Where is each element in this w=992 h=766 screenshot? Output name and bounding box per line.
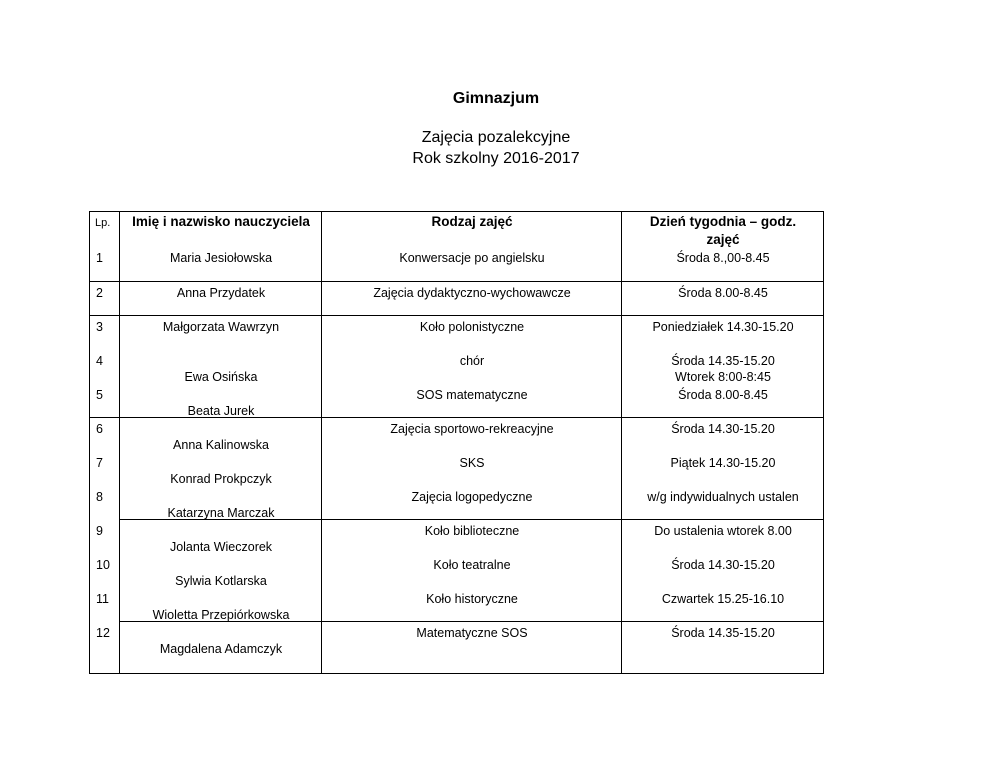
teacher-name: Magdalena Adamczyk: [159, 642, 283, 656]
day-time: Środa 8.,00-8.45: [676, 251, 770, 265]
teacher-name: Sylwia Kotlarska: [175, 574, 267, 588]
row-number: 3: [96, 320, 103, 334]
day-time: Środa 14.30-15.20: [671, 422, 775, 436]
row-number: 1: [96, 251, 103, 265]
day-time: Środa 8.00-8.45: [678, 286, 768, 300]
day-time: Czwartek 15.25-16.10: [661, 592, 785, 606]
day-time: w/g indywidualnych ustalen: [647, 490, 799, 504]
row-number: 5: [96, 388, 103, 402]
activity-name: Zajęcia sportowo-rekreacyjne: [390, 422, 554, 436]
day-time: Środa 8.00-8.45: [678, 388, 768, 402]
activity-name: chór: [459, 354, 485, 368]
teacher-name: Beata Jurek: [187, 404, 255, 418]
activity-name: Koło teatralne: [433, 558, 511, 572]
activity-name: Koło polonistyczne: [419, 320, 525, 334]
row-number: 10: [96, 558, 110, 572]
activity-name: SOS matematyczne: [416, 388, 528, 402]
header-day: Dzień tygodnia – godz.: [649, 214, 797, 229]
day-time: Środa 14.35-15.20: [671, 354, 775, 368]
document-subtitle: Zajęcia pozalekcyjne: [421, 129, 571, 146]
day-time: Środa 14.30-15.20: [671, 558, 775, 572]
row-number: 9: [96, 524, 103, 538]
header-teacher: Imię i nazwisko nauczyciela: [132, 214, 310, 229]
row-number: 4: [96, 354, 103, 368]
row-number: 12: [96, 626, 110, 640]
activity-name: Konwersacje po angielsku: [399, 251, 545, 265]
header-day-2: zajęć: [706, 232, 740, 247]
teacher-name: Jolanta Wieczorek: [169, 540, 273, 554]
teacher-name: Małgorzata Wawrzyn: [162, 320, 280, 334]
day-time: Środa 14.35-15.20: [671, 626, 775, 640]
row-divider: [90, 315, 823, 316]
school-title: Gimnazjum: [452, 90, 540, 107]
day-time: Poniedziałek 14.30-15.20: [652, 320, 794, 334]
header-lp: Lp.: [95, 217, 111, 229]
teacher-name: Konrad Prokpczyk: [170, 472, 272, 486]
activity-name: Zajęcia dydaktyczno-wychowawcze: [373, 286, 571, 300]
row-number: 7: [96, 456, 103, 470]
day-time: Wtorek 8:00-8:45: [675, 370, 771, 384]
activity-name: Koło historyczne: [426, 592, 518, 606]
teacher-name: Maria Jesiołowska: [169, 251, 273, 265]
row-number: 6: [96, 422, 103, 436]
teacher-name: Ewa Osińska: [184, 370, 258, 384]
school-year: Rok szkolny 2016-2017: [412, 150, 580, 167]
row-divider: [90, 281, 823, 282]
activity-name: Koło biblioteczne: [424, 524, 520, 538]
teacher-name: Wioletta Przepiórkowska: [152, 608, 290, 622]
teacher-name: Katarzyna Marczak: [167, 506, 275, 520]
schedule-table: [89, 211, 824, 674]
day-time: Piątek 14.30-15.20: [670, 456, 776, 470]
row-number: 8: [96, 490, 103, 504]
activity-name: Matematyczne SOS: [416, 626, 528, 640]
activity-name: Zajęcia logopedyczne: [411, 490, 533, 504]
row-number: 2: [96, 286, 103, 300]
teacher-name: Anna Kalinowska: [173, 438, 269, 452]
activity-name: SKS: [459, 456, 485, 470]
teacher-name: Anna Przydatek: [176, 286, 266, 300]
row-number: 11: [96, 592, 109, 606]
header-activity: Rodzaj zajęć: [431, 214, 513, 229]
day-time: Do ustalenia wtorek 8.00: [654, 524, 792, 538]
